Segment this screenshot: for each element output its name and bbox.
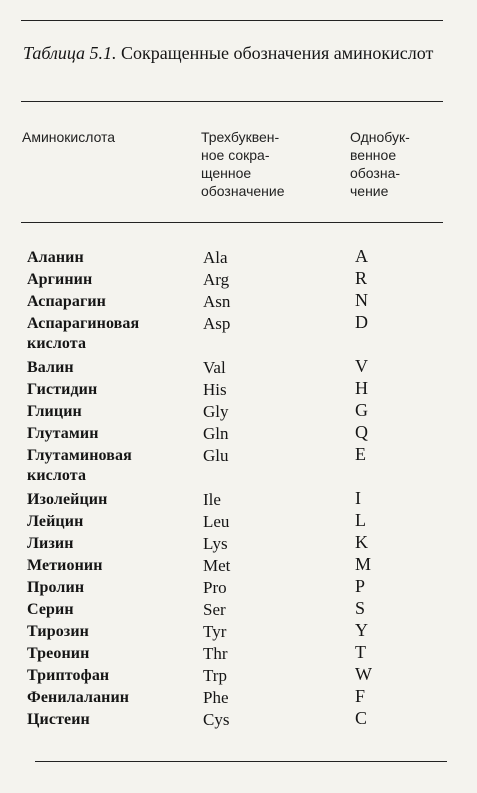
three-letter-code: Leu	[203, 512, 230, 531]
one-letter-code: E	[355, 444, 366, 464]
table-row	[0, 622, 477, 644]
amino-acid-name: Валин	[27, 359, 74, 376]
three-letter-code: Trp	[203, 666, 227, 685]
table-row	[0, 600, 477, 622]
three-letter-code: His	[203, 380, 227, 399]
one-letter-code: W	[355, 664, 372, 684]
one-letter-code: Q	[355, 422, 368, 442]
amino-acid-name: Изолейцин	[27, 491, 108, 508]
table-row	[0, 248, 477, 270]
three-letter-code: Cys	[203, 710, 230, 729]
three-letter-code: Ser	[203, 600, 226, 619]
amino-acid-name: Треонин	[27, 645, 90, 662]
one-letter-code: Y	[355, 620, 368, 640]
amino-acid-name: Аргинин	[27, 271, 93, 288]
one-letter-code: S	[355, 598, 366, 618]
table-caption	[23, 43, 443, 64]
top-rule	[21, 20, 443, 21]
amino-acid-name: Гистидин	[27, 381, 98, 398]
three-letter-code: Asn	[203, 292, 231, 311]
amino-acid-name: Лизин	[27, 535, 74, 552]
three-letter-code: Lys	[203, 534, 228, 553]
amino-acid-name: Глицин	[27, 403, 82, 420]
three-letter-code: Gly	[203, 402, 229, 421]
table-row	[0, 666, 477, 688]
table-row	[0, 424, 477, 446]
table-row	[0, 270, 477, 292]
header-bottom-rule	[21, 222, 443, 223]
one-letter-code: K	[355, 532, 368, 552]
amino-acid-name: Аспарагиновая кислота	[27, 315, 140, 352]
table-row	[0, 644, 477, 666]
table-row	[0, 358, 477, 380]
header-top-rule	[21, 101, 443, 102]
three-letter-code: Asp	[203, 314, 231, 333]
one-letter-code: P	[355, 576, 366, 596]
table-row	[0, 556, 477, 578]
one-letter-code: C	[355, 708, 368, 728]
one-letter-code: I	[355, 488, 361, 508]
one-letter-code: D	[355, 312, 368, 332]
one-letter-code: M	[355, 554, 372, 574]
table-row	[0, 380, 477, 402]
one-letter-code: N	[355, 290, 368, 310]
one-letter-code: L	[355, 510, 366, 530]
amino-acid-name: Лейцин	[27, 513, 84, 530]
table-row	[0, 490, 477, 512]
one-letter-code: V	[355, 356, 368, 376]
table-row	[0, 446, 477, 490]
three-letter-code: Pro	[203, 578, 227, 597]
caption-label: Таблица 5.1.	[23, 43, 117, 63]
table-row	[0, 402, 477, 424]
amino-acid-name: Аланин	[27, 249, 84, 266]
one-letter-code: H	[355, 378, 368, 398]
column-header-one-letter: Однобук- венное обозна- чение	[350, 129, 410, 199]
bottom-rule	[35, 761, 447, 762]
three-letter-code: Glu	[203, 446, 229, 465]
table-row	[0, 512, 477, 534]
amino-acid-name: Тирозин	[27, 623, 89, 640]
table-row	[0, 710, 477, 732]
table-row	[0, 292, 477, 314]
amino-acid-name: Цистеин	[27, 711, 90, 728]
three-letter-code: Met	[203, 556, 231, 575]
three-letter-code: Ala	[203, 248, 228, 267]
three-letter-code: Phe	[203, 688, 229, 707]
one-letter-code: G	[355, 400, 368, 420]
table-row	[0, 534, 477, 556]
table-body	[0, 248, 477, 732]
amino-acid-name: Фенилаланин	[27, 689, 130, 706]
table-row	[0, 314, 477, 358]
table-row	[0, 688, 477, 710]
one-letter-code: F	[355, 686, 366, 706]
three-letter-code: Val	[203, 358, 226, 377]
amino-acid-name: Серин	[27, 601, 74, 618]
three-letter-code: Arg	[203, 270, 230, 289]
amino-acid-name: Глутаминовая кислота	[27, 447, 132, 484]
three-letter-code: Gln	[203, 424, 229, 443]
amino-acid-name: Аспарагин	[27, 293, 106, 310]
amino-acid-name: Триптофан	[27, 667, 110, 684]
three-letter-code: Thr	[203, 644, 228, 663]
three-letter-code: Tyr	[203, 622, 227, 641]
caption-text: Сокращенные обозначения аминокислот	[116, 43, 434, 63]
one-letter-code: T	[355, 642, 366, 662]
amino-acid-name: Метионин	[27, 557, 103, 574]
three-letter-code: Ile	[203, 490, 221, 509]
amino-acid-name: Пролин	[27, 579, 85, 596]
amino-acid-name: Глутамин	[27, 425, 99, 442]
one-letter-code: A	[355, 246, 368, 266]
one-letter-code: R	[355, 268, 368, 288]
column-header-three-letter: Трехбуквен- ное сокра- щенное обозначение	[201, 129, 285, 199]
table-row	[0, 578, 477, 600]
column-header-amino-acid: Аминокислота	[22, 129, 116, 145]
